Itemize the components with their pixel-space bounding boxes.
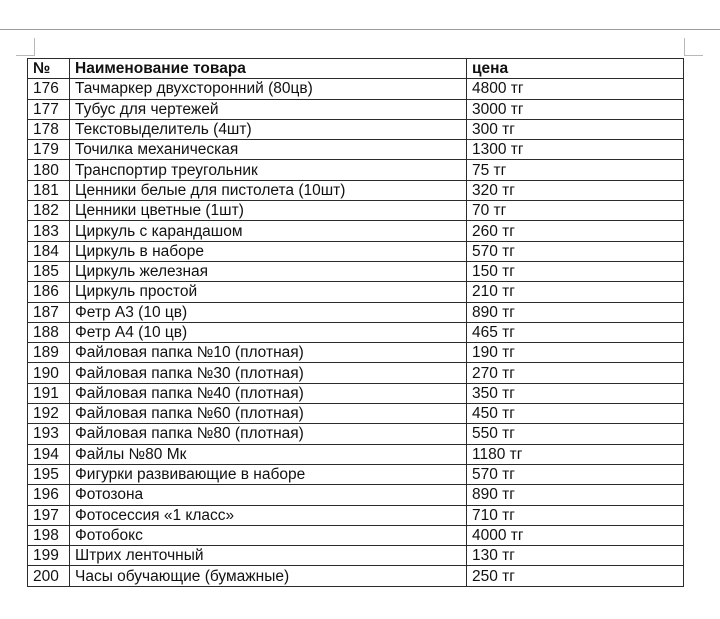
table-row <box>28 464 684 484</box>
row-num: 184 <box>28 241 70 261</box>
row-name: Фетр А4 (10 цв) <box>70 322 467 342</box>
row-num: 178 <box>28 119 70 139</box>
row-price: 300 тг <box>467 119 684 139</box>
row-price: 260 тг <box>467 221 684 241</box>
row-price: 4000 тг <box>467 525 684 545</box>
row-price: 150 тг <box>467 261 684 281</box>
row-price: 890 тг <box>467 302 684 322</box>
row-num: 179 <box>28 140 70 160</box>
row-num: 180 <box>28 160 70 180</box>
margin-corner-mark <box>685 55 703 56</box>
row-num: 186 <box>28 282 70 302</box>
table-row <box>28 444 684 464</box>
table-row <box>28 383 684 403</box>
row-price: 4800 тг <box>467 79 684 99</box>
row-num: 183 <box>28 221 70 241</box>
row-name: Транспортир треугольник <box>70 160 467 180</box>
row-price: 75 тг <box>467 160 684 180</box>
row-name: Фотозона <box>70 485 467 505</box>
row-name: Файловая папка №30 (плотная) <box>70 363 467 383</box>
row-num: 190 <box>28 363 70 383</box>
row-price: 1180 тг <box>467 444 684 464</box>
table-header-row <box>28 59 684 79</box>
header-price: цена <box>467 59 684 79</box>
table-row <box>28 322 684 342</box>
row-num: 199 <box>28 546 70 566</box>
table-row <box>28 525 684 545</box>
row-price: 570 тг <box>467 464 684 484</box>
row-num: 185 <box>28 261 70 281</box>
table-row <box>28 404 684 424</box>
row-price: 1300 тг <box>467 140 684 160</box>
row-name: Файлы №80 Мк <box>70 444 467 464</box>
header-num: № <box>28 59 70 79</box>
table-row <box>28 201 684 221</box>
row-num: 177 <box>28 99 70 119</box>
table-row <box>28 261 684 281</box>
row-price: 210 тг <box>467 282 684 302</box>
row-num: 181 <box>28 180 70 200</box>
row-price: 550 тг <box>467 424 684 444</box>
row-num: 182 <box>28 201 70 221</box>
table-row <box>28 343 684 363</box>
row-price: 350 тг <box>467 383 684 403</box>
row-name: Циркуль железная <box>70 261 467 281</box>
row-name: Часы обучающие (бумажные) <box>70 566 467 586</box>
row-num: 197 <box>28 505 70 525</box>
table-row <box>28 79 684 99</box>
table-row <box>28 505 684 525</box>
table-row <box>28 99 684 119</box>
row-name: Текстовыделитель (4шт) <box>70 119 467 139</box>
table-row <box>28 140 684 160</box>
table-row <box>28 302 684 322</box>
row-name: Файловая папка №60 (плотная) <box>70 404 467 424</box>
row-name: Файловая папка №40 (плотная) <box>70 383 467 403</box>
row-name: Фигурки развивающие в наборе <box>70 464 467 484</box>
row-name: Ценники цветные (1шт) <box>70 201 467 221</box>
row-price: 450 тг <box>467 404 684 424</box>
table-row <box>28 363 684 383</box>
price-table <box>27 58 684 587</box>
row-price: 130 тг <box>467 546 684 566</box>
row-price: 70 тг <box>467 201 684 221</box>
row-price: 465 тг <box>467 322 684 342</box>
row-num: 196 <box>28 485 70 505</box>
row-price: 250 тг <box>467 566 684 586</box>
row-name: Файловая папка №10 (плотная) <box>70 343 467 363</box>
row-name: Ценники белые для пистолета (10шт) <box>70 180 467 200</box>
row-name: Точилка механическая <box>70 140 467 160</box>
row-name: Фотобокс <box>70 525 467 545</box>
row-name: Циркуль в наборе <box>70 241 467 261</box>
row-name: Файловая папка №80 (плотная) <box>70 424 467 444</box>
row-price: 3000 тг <box>467 99 684 119</box>
table-row <box>28 221 684 241</box>
table-row <box>28 241 684 261</box>
table-row <box>28 546 684 566</box>
table-row <box>28 566 684 586</box>
table-row <box>28 119 684 139</box>
row-name: Фотосессия «1 класс» <box>70 505 467 525</box>
row-name: Циркуль с карандашом <box>70 221 467 241</box>
row-name: Циркуль простой <box>70 282 467 302</box>
row-num: 176 <box>28 79 70 99</box>
row-price: 710 тг <box>467 505 684 525</box>
row-price: 270 тг <box>467 363 684 383</box>
row-num: 187 <box>28 302 70 322</box>
margin-corner-mark <box>16 55 34 56</box>
row-num: 198 <box>28 525 70 545</box>
table-row <box>28 485 684 505</box>
row-num: 189 <box>28 343 70 363</box>
row-price: 190 тг <box>467 343 684 363</box>
row-num: 194 <box>28 444 70 464</box>
header-name: Наименование товара <box>70 59 467 79</box>
table-row <box>28 282 684 302</box>
row-price: 570 тг <box>467 241 684 261</box>
row-name: Штрих ленточный <box>70 546 467 566</box>
table-row <box>28 160 684 180</box>
row-name: Тачмаркер двухсторонний (80цв) <box>70 79 467 99</box>
row-num: 188 <box>28 322 70 342</box>
table-row <box>28 180 684 200</box>
row-num: 195 <box>28 464 70 484</box>
row-name: Фетр А3 (10 цв) <box>70 302 467 322</box>
row-name: Тубус для чертежей <box>70 99 467 119</box>
margin-corner-mark <box>34 38 35 56</box>
row-price: 890 тг <box>467 485 684 505</box>
row-num: 193 <box>28 424 70 444</box>
page-edge <box>0 29 720 30</box>
row-price: 320 тг <box>467 180 684 200</box>
table-row <box>28 424 684 444</box>
row-num: 191 <box>28 383 70 403</box>
row-num: 192 <box>28 404 70 424</box>
row-num: 200 <box>28 566 70 586</box>
margin-corner-mark <box>684 38 685 56</box>
